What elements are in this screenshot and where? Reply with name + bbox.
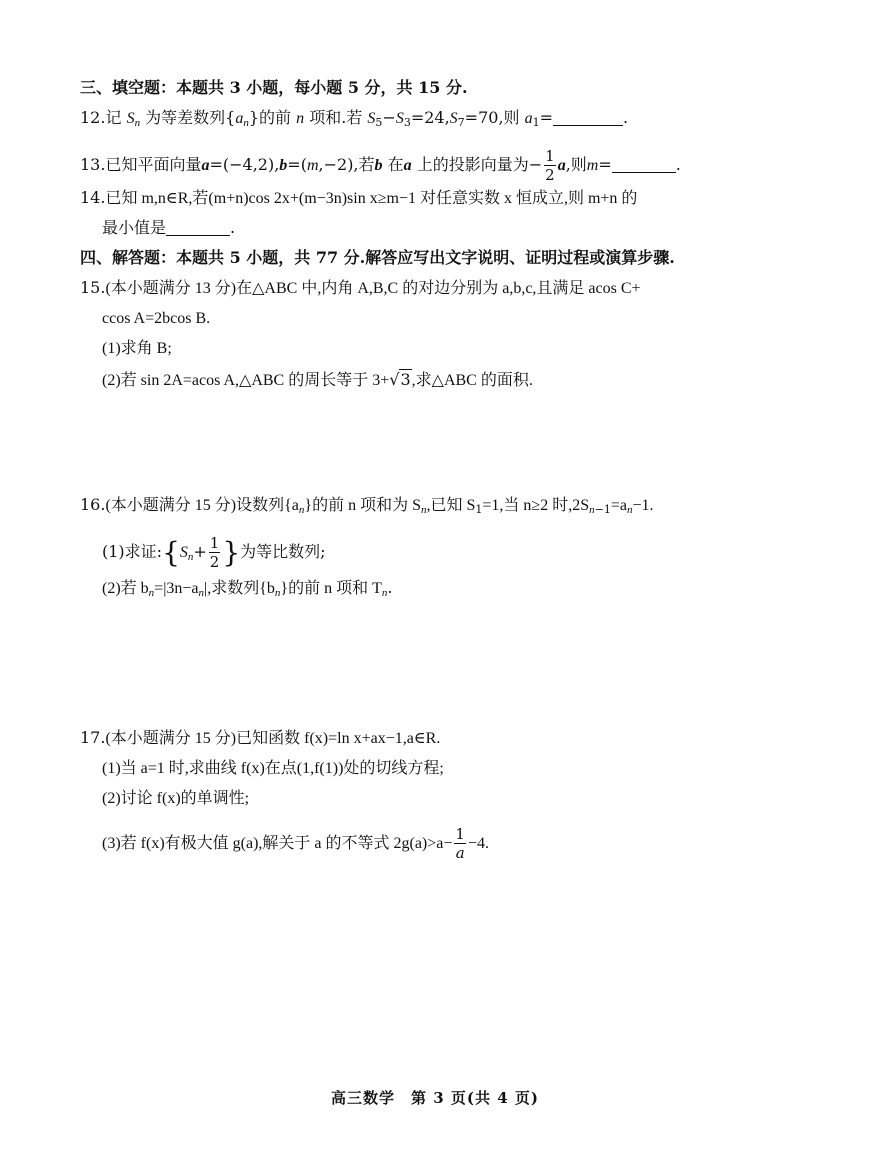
question-17-part-3: (3)若 f(x)有极大值 g(a),解关于 a 的不等式 2g(a)>a− $\frac{1}{a}$ −4. <box>102 825 489 862</box>
section-4-heading: 四、解答题：本题共 5 小题，共 77 分.解答应写出文字说明、证明过程或演算步骤. <box>80 248 675 267</box>
page-footer: 高三数学 第 3 页(共 4 页) <box>331 1089 539 1107</box>
question-14-line-2: 最小值是 . <box>102 218 236 237</box>
question-12: 12.记 $S_n$ 为等差数列$\{a_n\}$的前 n 项和.若 $S_5-S_3=24,S_7=70$,则 $a_1=$ . <box>80 108 629 129</box>
answer-blank-14[interactable] <box>166 219 230 236</box>
question-14-line-1: 14.已知 m,n∈R,若(m+n)cos 2x+(m−3n)sin x≥m−1 对任意实数 x 恒成立,则 m+n 的 <box>80 188 638 207</box>
question-17-part-1: (1)当 a=1 时,求曲线 f(x)在点(1,f(1))处的切线方程; <box>102 760 444 777</box>
question-15-part-1: (1)求角 B; <box>102 340 172 357</box>
question-15-line-1: 15.(本小题满分 13 分)在△ABC 中,内角 A,B,C 的对边分别为 a,b,c,且满足 acos C+ <box>80 278 641 297</box>
question-17-part-2: (2)讨论 f(x)的单调性; <box>102 790 250 807</box>
fraction-one-over-a: $\frac{1}{a}$ <box>455 825 465 862</box>
answer-blank-13[interactable] <box>612 156 676 173</box>
answer-blank-12[interactable] <box>553 109 623 126</box>
question-15-line-2: ccos A=2bcos B. <box>102 310 211 327</box>
question-13: 13.已知平面向量a=(−4,2),b=(m,−2),若b 在a 上的投影向量为− $\frac{1}{2}$ a,则m= . <box>80 147 681 184</box>
question-16-part-1: (1)求证$:\{S_n+$ $\frac{1}{2}$ }为等比数列; <box>102 534 326 571</box>
fraction-one-half: $\frac{1}{2}$ <box>209 534 220 571</box>
question-17-line-1: 17.(本小题满分 15 分)已知函数 f(x)=ln x+ax−1,a∈R. <box>80 728 441 747</box>
question-15-part-2: (2)若 sin 2A=acos A,△ABC 的周长等于 3+√3,求△ABC 的面积. <box>102 370 533 389</box>
section-3-heading: 三、填空题：本题共 3 小题，每小题 5 分，共 15 分. <box>80 78 468 97</box>
sqrt-symbol: √3 <box>389 370 411 389</box>
question-16-line-1: 16.(本小题满分 15 分)设数列$\{a_n\}$的前 n 项和为 $S_n$,已知 $S_1=1$,当 n≥2 时$,2S_{n-1}=a_n-1$. <box>80 495 654 516</box>
question-16-part-2: (2)若 $b_n=|3n-a_n|$,求数列$\{b_n\}$的前 n 项和 $T_n$. <box>102 578 393 599</box>
fraction-one-half: $\frac{1}{2}$ <box>545 147 555 184</box>
